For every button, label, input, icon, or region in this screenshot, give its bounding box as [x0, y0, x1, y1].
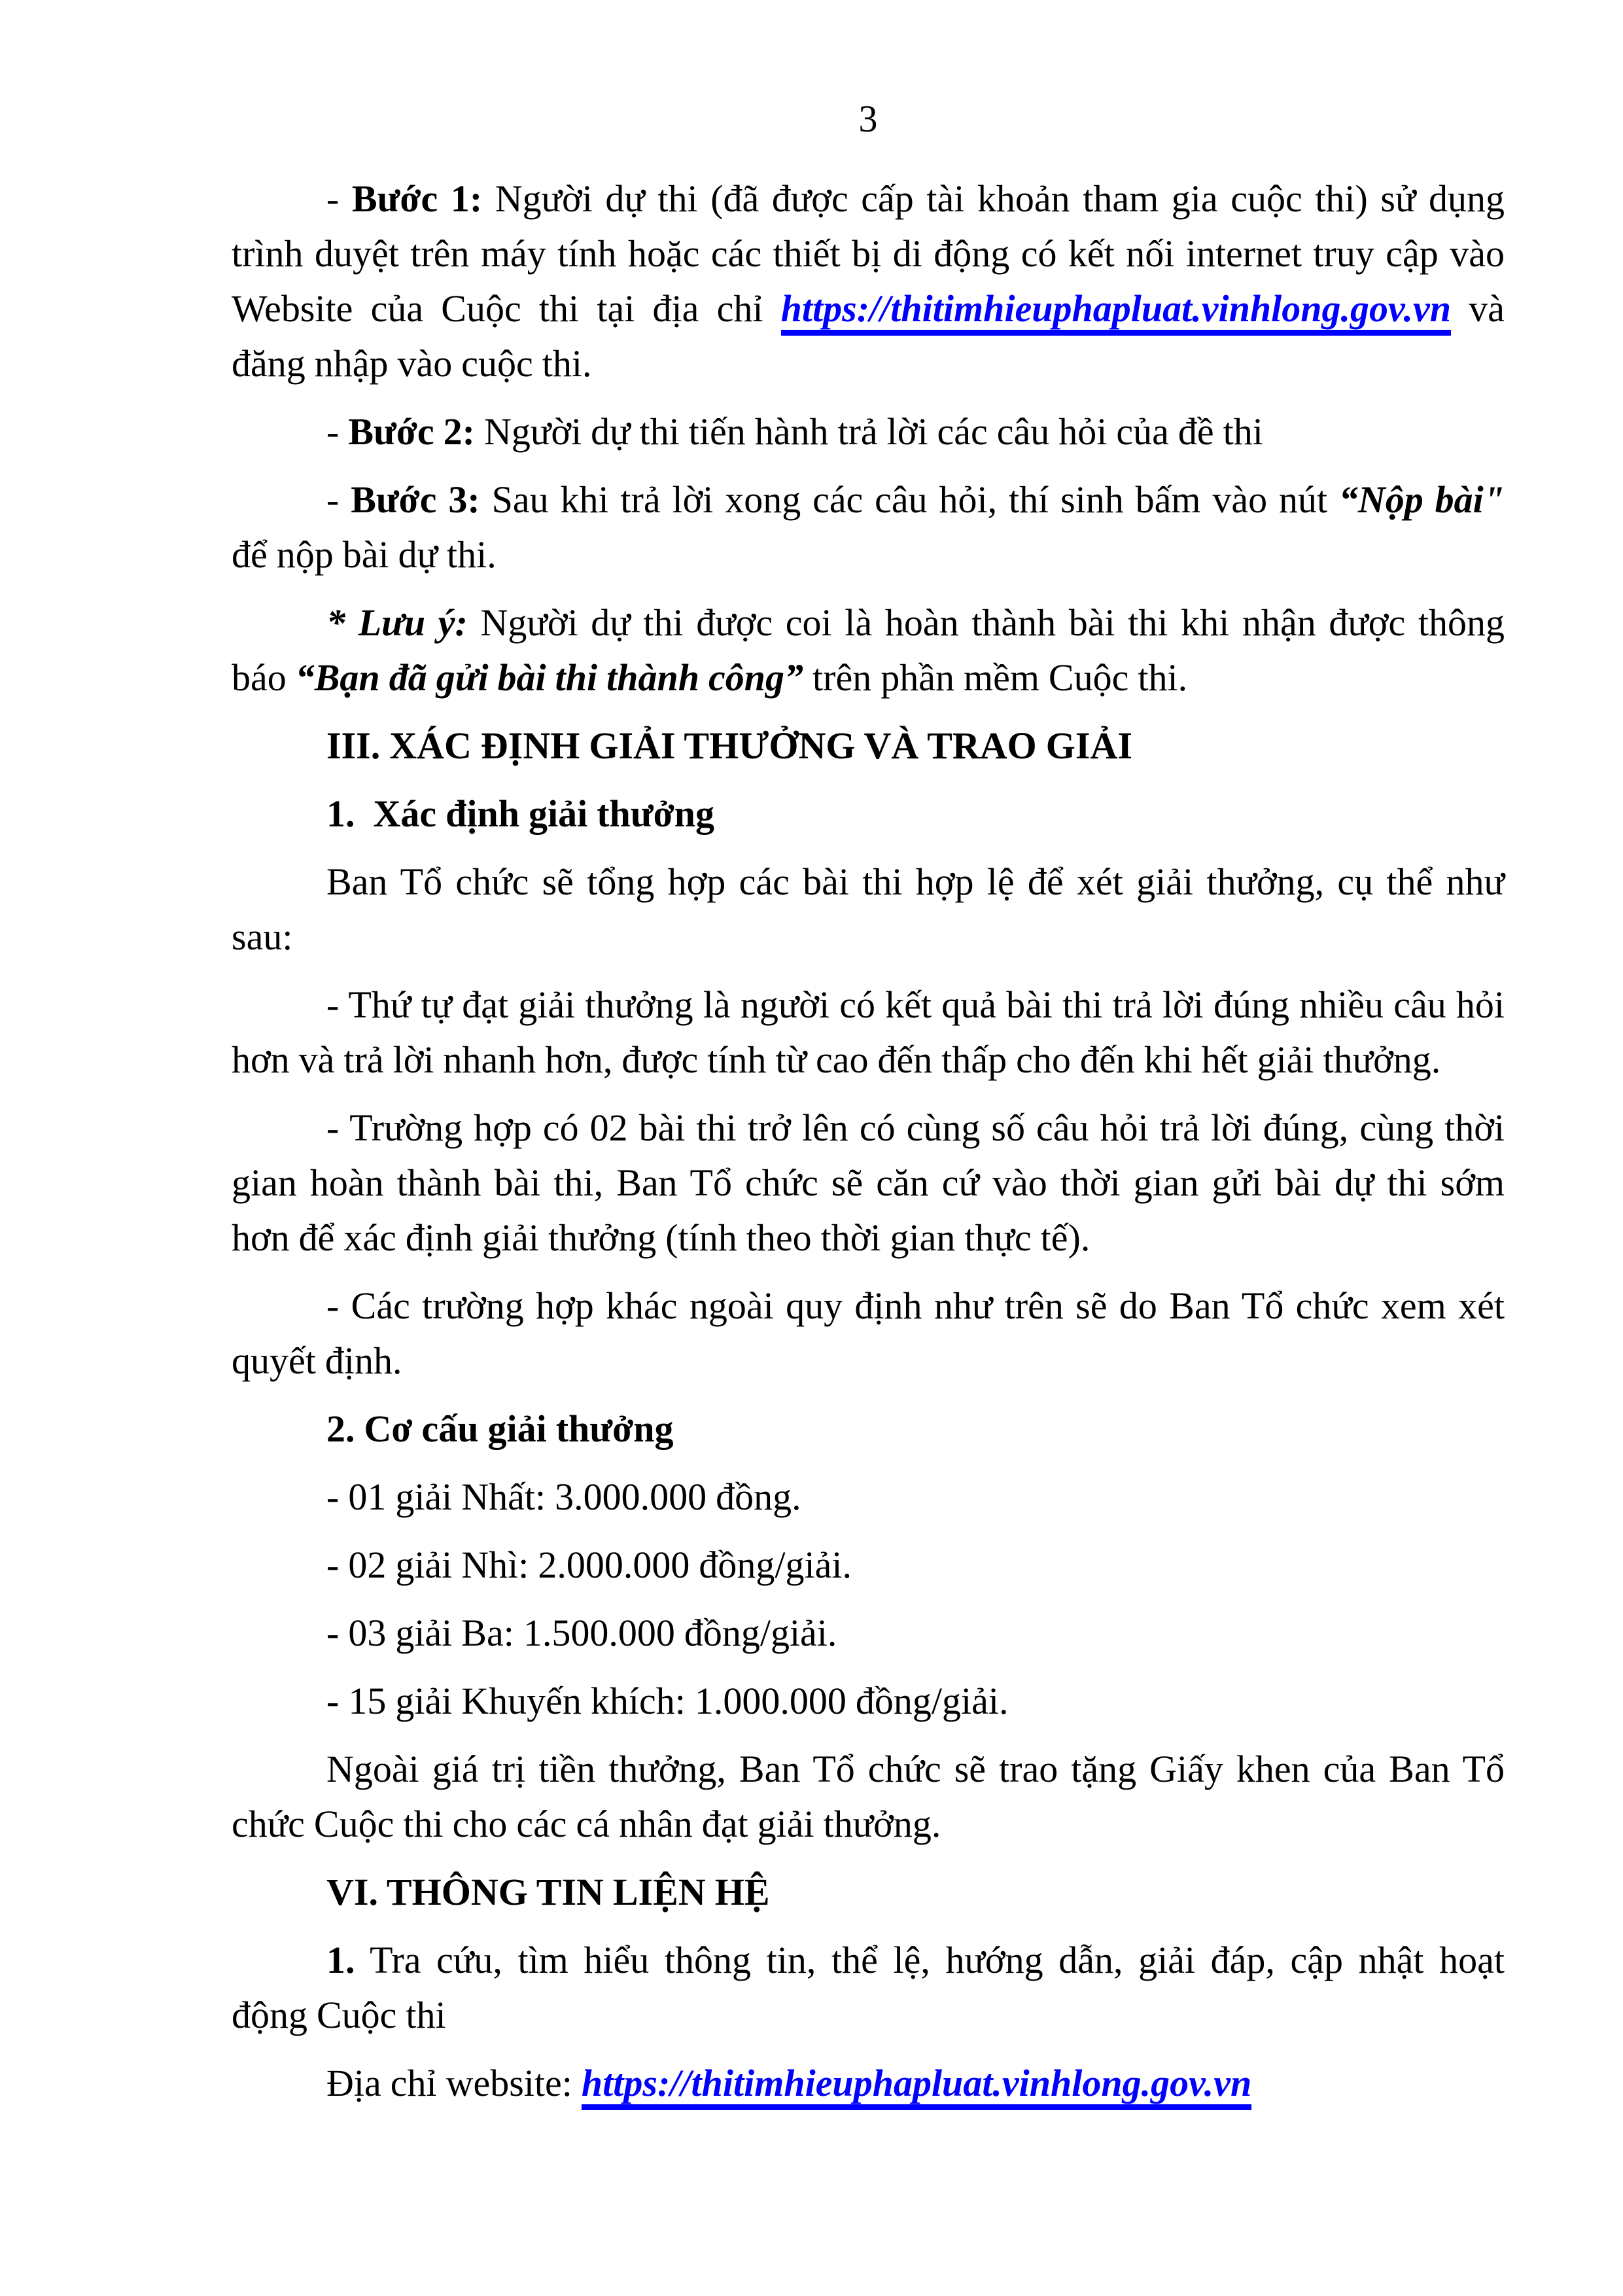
- paragraph-step-3-line-1: [232, 472, 1505, 527]
- paragraph-prize-intro-text: Ban Tổ chức sẽ tổng hợp các bài thi hợp lệ để xét giải thưởng, cụ thể như: [326, 860, 1505, 903]
- paragraph-step-1-text: trình duyệt trên máy tính hoặc các thiết bị di động có kết nối internet truy cập vào: [232, 232, 1505, 275]
- subsection-heading-2: [232, 1402, 1505, 1457]
- paragraph-tie-rule-line-3: [232, 1210, 1505, 1265]
- paragraph-step-3-line-2: [232, 527, 1505, 582]
- paragraph-step-1-line-3: [232, 281, 1505, 336]
- paragraph-other-cases: [232, 1279, 1505, 1388]
- paragraph-ranking-rule-line-2: [232, 1033, 1505, 1087]
- paragraph-prize-intro: [232, 855, 1505, 964]
- paragraph-ranking-rule-line-1: [232, 978, 1505, 1033]
- paragraph-step-1-line-1: [232, 171, 1505, 226]
- paragraph-prize-intro-line-2: [232, 910, 1505, 964]
- document-content: [232, 92, 1505, 2111]
- paragraph-tie-rule-text: gian hoàn thành bài thi, Ban Tổ chức sẽ căn cứ vào thời gian gửi bài dự thi sớm: [232, 1161, 1505, 1204]
- subsection-heading-2-line-1: [232, 1402, 1505, 1457]
- prize-second-line-1: [232, 1538, 1505, 1593]
- subsection-heading-2-text: 2. Cơ cấu giải thưởng: [326, 1407, 674, 1450]
- section-heading-iii: [232, 718, 1505, 773]
- paragraph-step-1-text: Người dự thi (đã được cấp tài khoản tham gia cuộc thi) sử dụng: [482, 177, 1505, 220]
- section-heading-vi: [232, 1865, 1505, 1920]
- paragraph-step-1-text: đăng nhập vào cuộc thi.: [232, 342, 592, 385]
- paragraph-other-cases-line-1: [232, 1279, 1505, 1333]
- paragraph-step-1-text: Bước 1:: [351, 177, 483, 220]
- paragraph-certificate-text: Ngoài giá trị tiền thưởng, Ban Tổ chức sẽ trao tặng Giấy khen của Ban Tổ: [326, 1748, 1505, 1790]
- paragraph-ranking-rule-text: hơn và trả lời nhanh hơn, được tính từ cao đến thấp cho đến khi hết giải thưởng.: [232, 1038, 1441, 1081]
- paragraph-note-line-2: [232, 650, 1505, 705]
- paragraph-step-2-text: Bước 2:: [348, 410, 475, 453]
- paragraph-step-2: [232, 404, 1505, 459]
- prize-third: [232, 1606, 1505, 1661]
- paragraph-step-1: [232, 171, 1505, 391]
- paragraph-note-text: “Bạn đã gửi bài thi thành công”: [295, 656, 804, 699]
- contest-website-link[interactable]: https://thitimhieuphapluat.vinhlong.gov.vn: [781, 287, 1451, 336]
- prize-first-line-1: [232, 1470, 1505, 1525]
- website-address-line-line-1: [232, 2056, 1505, 2111]
- paragraph-note: [232, 595, 1505, 705]
- paragraph-certificate-text: chức Cuộc thi cho các cá nhân đạt giải thưởng.: [232, 1803, 941, 1845]
- paragraph-note-text: * Lưu ý:: [326, 601, 468, 644]
- prize-first: [232, 1470, 1505, 1525]
- paragraph-info-lookup-text: động Cuộc thi: [232, 1994, 446, 2036]
- paragraph-step-1-text: và: [1451, 287, 1505, 330]
- prize-consolation-text: - 15 giải Khuyến khích: 1.000.000 đồng/giải.: [326, 1680, 1009, 1722]
- paragraph-note-text: Người dự thi được coi là hoàn thành bài thi khi nhận được thông: [467, 601, 1505, 644]
- paragraph-step-1-text: -: [326, 177, 352, 220]
- subsection-heading-1: [232, 786, 1505, 841]
- paragraph-tie-rule-line-1: [232, 1101, 1505, 1156]
- prize-consolation: [232, 1674, 1505, 1729]
- section-heading-vi-text: VI. THÔNG TIN LIỆN HỆ: [326, 1871, 770, 1913]
- paragraph-certificate-line-1: [232, 1742, 1505, 1797]
- paragraph-info-lookup-text: Tra cứu, tìm hiểu thông tin, thể lệ, hướng dẫn, giải đáp, cập nhật hoạt: [355, 1939, 1505, 1981]
- page-number-text: 3: [858, 97, 878, 140]
- paragraph-other-cases-text: quyết định.: [232, 1339, 402, 1382]
- paragraph-other-cases-text: - Các trường hợp khác ngoài quy định như trên sẽ do Ban Tổ chức xem xét: [326, 1284, 1505, 1327]
- paragraph-step-3-text: -: [326, 478, 351, 521]
- paragraph-tie-rule: [232, 1101, 1505, 1265]
- paragraph-step-1-line-2: [232, 226, 1505, 281]
- page-number: [232, 92, 1505, 147]
- paragraph-note-text: báo: [232, 656, 296, 699]
- section-heading-vi-line-1: [232, 1865, 1505, 1920]
- page-number-line-1: [232, 92, 1505, 147]
- paragraph-info-lookup: [232, 1933, 1505, 2043]
- contest-website-link[interactable]: https://thitimhieuphapluat.vinhlong.gov.vn: [582, 2062, 1251, 2110]
- paragraph-step-3: [232, 472, 1505, 582]
- paragraph-info-lookup-text: 1.: [326, 1939, 355, 1981]
- prize-first-text: - 01 giải Nhất: 3.000.000 đồng.: [326, 1475, 801, 1518]
- paragraph-note-text: trên phần mềm Cuộc thi.: [803, 656, 1188, 699]
- paragraph-tie-rule-text: hơn để xác định giải thưởng (tính theo thời gian thực tế).: [232, 1216, 1091, 1259]
- section-heading-iii-line-1: [232, 718, 1505, 773]
- prize-second: [232, 1538, 1505, 1593]
- prize-second-text: - 02 giải Nhì: 2.000.000 đồng/giải.: [326, 1544, 852, 1586]
- paragraph-step-2-text: Người dự thi tiến hành trả lời các câu hỏi của đề thi: [475, 410, 1263, 453]
- paragraph-tie-rule-line-2: [232, 1156, 1505, 1210]
- paragraph-step-1-line-4: [232, 336, 1505, 391]
- paragraph-step-3-text: “Nộp bài": [1338, 478, 1505, 521]
- prize-consolation-line-1: [232, 1674, 1505, 1729]
- paragraph-info-lookup-line-2: [232, 1988, 1505, 2043]
- website-address-line-text: Địa chỉ website:: [326, 2062, 582, 2104]
- paragraph-note-line-1: [232, 595, 1505, 650]
- paragraph-prize-intro-text: sau:: [232, 915, 293, 958]
- paragraph-tie-rule-text: - Trường hợp có 02 bài thi trở lên có cùng số câu hỏi trả lời đúng, cùng thời: [326, 1106, 1505, 1149]
- paragraph-step-3-text: Sau khi trả lời xong các câu hỏi, thí sinh bấm vào nút: [480, 478, 1339, 521]
- paragraph-step-3-text: Bước 3:: [351, 478, 480, 521]
- paragraph-certificate-line-2: [232, 1797, 1505, 1852]
- paragraph-ranking-rule: [232, 978, 1505, 1087]
- paragraph-ranking-rule-text: - Thứ tự đạt giải thưởng là người có kết quả bài thi trả lời đúng nhiều câu hỏi: [326, 983, 1505, 1026]
- paragraph-step-2-text: -: [326, 410, 349, 453]
- paragraph-info-lookup-line-1: [232, 1933, 1505, 1988]
- paragraph-other-cases-line-2: [232, 1333, 1505, 1388]
- subsection-heading-1-line-1: [232, 786, 1505, 841]
- paragraph-step-2-line-1: [232, 404, 1505, 459]
- section-heading-iii-text: III. XÁC ĐỊNH GIẢI THƯỞNG VÀ TRAO GIẢI: [326, 724, 1132, 767]
- prize-third-text: - 03 giải Ba: 1.500.000 đồng/giải.: [326, 1612, 837, 1654]
- paragraph-step-1-text: Website của Cuộc thi tại địa chỉ: [232, 287, 781, 330]
- website-address-line: [232, 2056, 1505, 2111]
- prize-third-line-1: [232, 1606, 1505, 1661]
- subsection-heading-1-text: 1. Xác định giải thưởng: [326, 792, 714, 835]
- paragraph-prize-intro-line-1: [232, 855, 1505, 910]
- paragraph-certificate: [232, 1742, 1505, 1852]
- paragraph-step-3-text: để nộp bài dự thi.: [232, 533, 497, 576]
